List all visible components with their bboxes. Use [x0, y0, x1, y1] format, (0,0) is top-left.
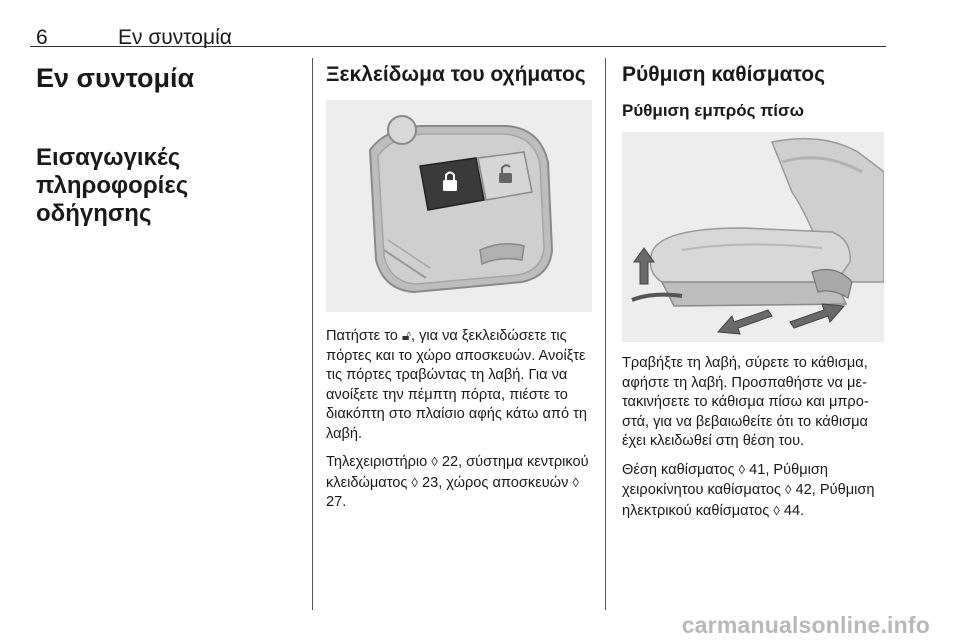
page-ref-manual-seat[interactable]: 42 — [795, 482, 812, 498]
page-number: 6 — [36, 26, 48, 49]
seat-heading: Ρύθμιση καθίσματος — [622, 63, 826, 86]
page-ref-marker: ◊ — [572, 474, 579, 490]
unlock-heading: Ξεκλείδωμα του οχήματος — [326, 63, 586, 86]
unlock-icon: 🔓︎ — [401, 327, 411, 343]
unlock-references — [326, 452, 598, 513]
column-divider-2 — [605, 58, 606, 610]
page-ref-electric-seat[interactable]: 44 — [783, 502, 801, 519]
car-key-remote-icon — [326, 100, 592, 312]
unlock-text-start: Πατήστε το — [326, 328, 402, 344]
page-ref-marker: ◊ — [411, 474, 418, 490]
page-ref-marker: ◊ — [431, 454, 438, 469]
ref-label-luggage: , χώρος αποσκευών — [438, 474, 573, 491]
seat-adjust-icon — [622, 132, 884, 342]
page-ref-central-locking[interactable]: 23 — [421, 474, 439, 491]
watermark: carmanualsonline.info — [681, 612, 930, 638]
ref-end: . — [800, 502, 805, 519]
page-ref-marker: ◊ — [738, 461, 746, 477]
page-header — [30, 6, 886, 47]
section-title-line1: Εισαγωγικές — [36, 144, 181, 171]
page-ref-marker: ◊ — [773, 502, 780, 518]
page-ref-luggage[interactable]: 27 — [326, 494, 343, 510]
running-title: Εν συντομία — [118, 26, 232, 49]
page-ref-seat-position[interactable]: 41 — [749, 461, 766, 478]
section-title — [36, 144, 306, 228]
chapter-title: Εν συντομία — [36, 63, 195, 93]
seat-instructions: Τραβήξτε τη λαβή, σύρετε το κάθισμα, αφήστε τη λαβή. Προσπαθήστε να μετακινήσετε το κάθισμα πίσω και μπροστά, για να βεβαιωθείτε ότι το κάθισμα έχει κλειδωθεί στη θέση του. — [622, 355, 869, 449]
seat-references — [622, 460, 888, 522]
column-unlock — [326, 62, 598, 513]
ref-label-remote: Τηλεχειριστήριο — [326, 454, 432, 470]
column-seat — [622, 62, 888, 521]
ref-end: . — [342, 494, 347, 510]
ref-label-manual-seat: , Ρύθμιση χειροκίνητου καθίσματος — [622, 461, 829, 498]
page-ref-marker: ◊ — [785, 482, 792, 497]
ref-label-seat-position: Θέση καθίσματος — [622, 461, 739, 478]
ref-label-central-locking: , σύστημα κεντρικού κλειδώματος — [326, 454, 589, 491]
seat-subheading: Ρύθμιση εμπρός πίσω — [622, 101, 804, 120]
column-divider-1 — [312, 58, 313, 610]
section-title-line2: πληροφορίες οδήγησης — [36, 172, 189, 227]
unlock-instructions — [326, 326, 598, 444]
ref-label-electric-seat: , Ρύθμιση ηλεκτρικού καθίσματος — [622, 482, 875, 519]
unlock-text-rest: , για να ξεκλειδώσετε τις πόρτες και το χώρο αποσκευών. Ανοίξτε τις πόρτες τραβώντας τη λαβή. Για να ανοίξετε την πέμπτη πόρτα, πιέστε το διακόπτη στο πλαίσιο αφής κάτω από τη λαβή. — [326, 328, 588, 442]
page-ref-remote[interactable]: 22 — [441, 454, 459, 470]
column-intro — [36, 62, 306, 228]
